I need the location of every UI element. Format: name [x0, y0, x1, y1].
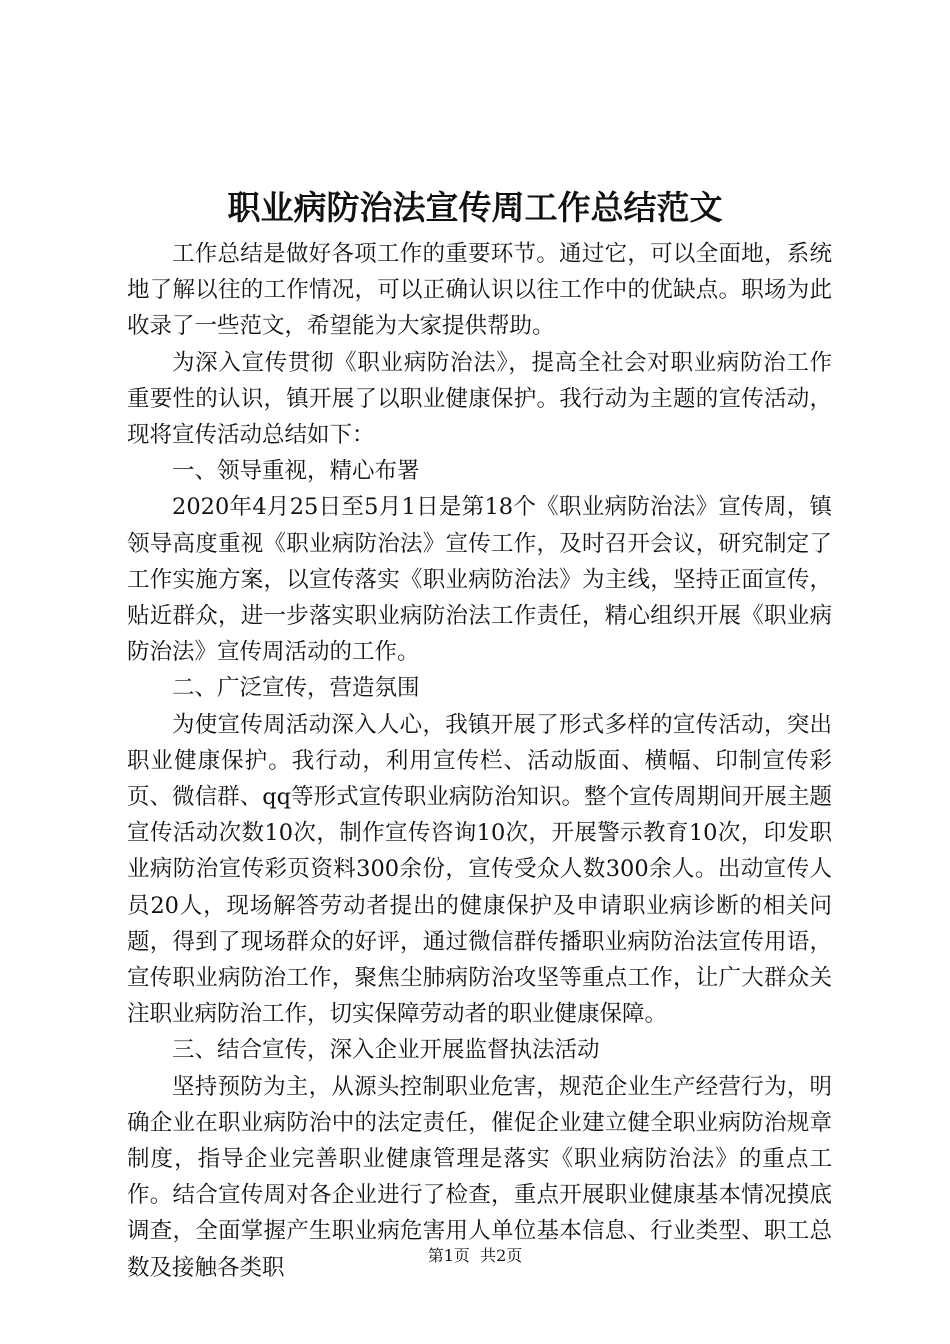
paragraph-intro: 工作总结是做好各项工作的重要环节。通过它，可以全面地，系统地了解以往的工作情况，可以正确认识以往工作中的优缺点。职场为此收录了一些范文，希望能为大家提供帮助。 [127, 241, 832, 340]
document-title: 职业病防治法宣传周工作总结范文 [227, 188, 723, 227]
paragraph-purpose: 为深入宣传贯彻《职业病防治法》，提高全社会对职业病防治工作重要性的认识，镇开展了以职业健康保护。我行动为主题的宣传活动，现将宣传活动总结如下： [127, 349, 832, 449]
section-heading-3: 三、结合宣传，深入企业开展监督执法活动 [172, 1037, 600, 1064]
section-heading-1: 一、领导重视，精心布署 [172, 458, 420, 485]
document-body [127, 236, 832, 1286]
section-heading-2: 二、广泛宣传，营造氛围 [172, 675, 420, 702]
page-footer [0, 1244, 950, 1268]
paragraph-section-1: 2020年4月25日至5月1日是第18个《职业病防治法》宣传周，镇领导高度重视《职业病防治法》宣传工作，及时召开会议，研究制定了工作实施方案，以宣传落实《职业病防治法》为主线，坚持正面宣传，贴近群众，进一步落实职业病防治法工作责任，精心组织开展《职业病防治法》宣传周活动的工作。 [127, 494, 832, 666]
paragraph-section-2: 为使宣传周活动深入人心，我镇开展了形式多样的宣传活动，突出职业健康保护。我行动，利用宣传栏、活动版面、横幅、印制宣传彩页、微信群、qq等形式宣传职业病防治知识。整个宣传周期间开展主题宣传活动次数10次，制作宣传咨询10次，开展警示教育10次，印发职业病防治宣传彩页资料300余份，宣传受众人数300余人。出动宣传人员20人，现场解答劳动者提出的健康保护及申请职业病诊断的相关问题，得到了现场群众的好评，通过微信群传播职业病防治法宣传用语，宣传职业病防治工作，聚焦尘肺病防治攻坚等重点工作，让广大群众关注职业病防治工作，切实保障劳动者的职业健康保障。 [127, 711, 832, 1028]
page-number: 第1页 共2页 [427, 1246, 523, 1265]
paragraph-section-3: 坚持预防为主，从源头控制职业危害，规范企业生产经营行为，明确企业在职业病防治中的法定责任，催促企业建立健全职业病防治规章制度，指导企业完善职业健康管理是落实《职业病防治法》的重点工作。结合宣传周对各企业进行了检查，重点开展职业健康基本情况摸底调查，全面掌握产生职业病危害用人单位基本信息、行业类型、职工总数及接触各类职 [127, 1073, 832, 1281]
